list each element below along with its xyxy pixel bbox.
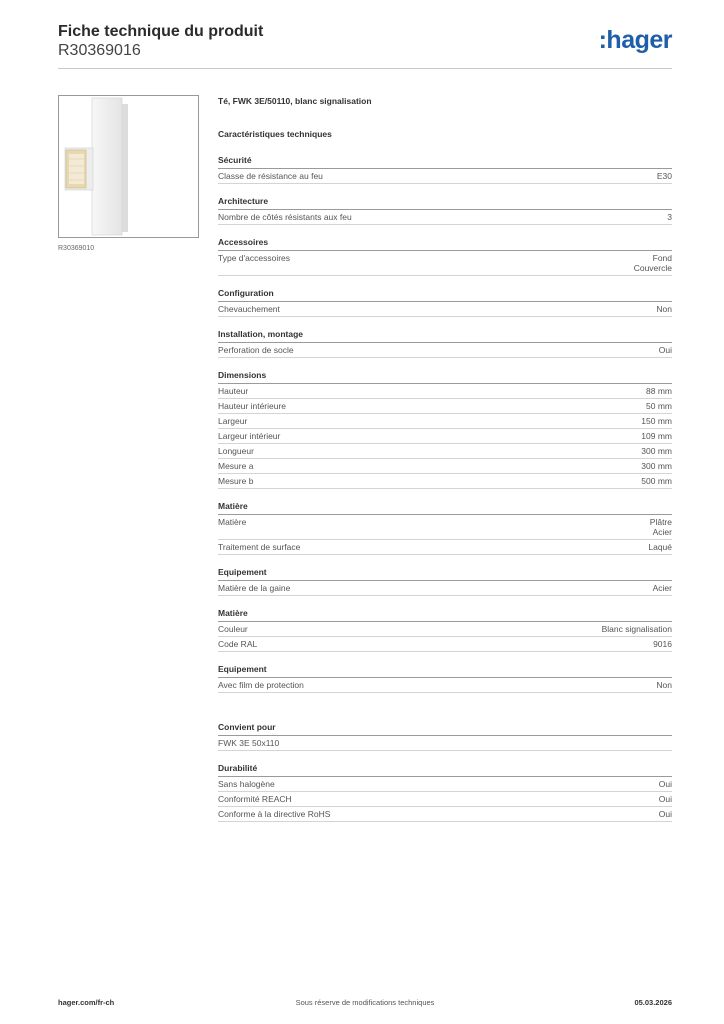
spec-row [218, 384, 672, 399]
spec-label: Largeur intérieur [218, 431, 281, 441]
spec-row [218, 302, 672, 317]
spec-row [218, 210, 672, 225]
spec-value-line: Acier [652, 583, 672, 593]
document-title: Fiche technique du produit [58, 23, 264, 40]
spec-row [218, 414, 672, 429]
spec-value-line: 109 mm [641, 431, 672, 441]
spec-section [218, 567, 672, 596]
spec-label: Conformité REACH [218, 794, 292, 804]
spec-value-line: Oui [658, 779, 672, 789]
spec-label: Sans halogène [218, 779, 275, 789]
spec-value-line: Oui [658, 345, 672, 355]
spec-label: Conforme à la directive RoHS [218, 809, 331, 819]
spec-label: Classe de résistance au feu [218, 171, 323, 181]
spec-section [218, 155, 672, 184]
spec-value-line: 300 mm [641, 461, 672, 471]
spec-value [653, 583, 672, 593]
spec-row [218, 777, 672, 792]
spec-label: Avec film de protection [218, 680, 304, 690]
spec-value [659, 345, 672, 355]
spec-label: Perforation de socle [218, 345, 294, 355]
spec-row [218, 459, 672, 474]
spec-value-line: 50 mm [646, 401, 672, 411]
spec-value [641, 446, 672, 456]
spec-value-line: Non [656, 680, 672, 690]
product-reference: R30369016 [58, 42, 141, 59]
image-caption: R30369010 [58, 245, 95, 252]
spec-value-line: Acier [652, 527, 672, 537]
spec-value-line: Blanc signalisation [601, 624, 672, 634]
spec-value [657, 171, 672, 181]
footer-website: hager.com/fr-ch [58, 998, 115, 1007]
spec-label: Matière [218, 517, 247, 527]
spec-row [218, 581, 672, 596]
spec-value [653, 639, 672, 649]
spec-value-line: 300 mm [641, 446, 672, 456]
spec-value [646, 386, 672, 396]
spec-section [218, 370, 672, 489]
spec-value [646, 401, 672, 411]
spec-value [634, 253, 672, 273]
spec-row [218, 807, 672, 822]
section-title: Dimensions [218, 370, 672, 384]
spec-section [218, 722, 672, 751]
page-header [58, 22, 672, 60]
spec-section [218, 237, 672, 276]
spec-row [218, 444, 672, 459]
spec-value [641, 431, 672, 441]
spec-row [218, 678, 672, 693]
spec-label: Traitement de surface [218, 542, 301, 552]
section-title: Installation, montage [218, 329, 672, 343]
spec-value-line: 3 [667, 212, 672, 222]
spec-label: Largeur [218, 416, 248, 426]
spec-value [641, 461, 672, 471]
spec-row [218, 251, 672, 276]
spec-value [641, 476, 672, 486]
spec-row [218, 343, 672, 358]
footer-date: 05.03.2026 [634, 998, 672, 1007]
product-description: Té, FWK 3E/50110, blanc signalisation [218, 96, 372, 106]
spec-section [218, 288, 672, 317]
spec-value [667, 212, 672, 222]
spec-label: Mesure b [218, 476, 254, 486]
spec-value-line: 500 mm [641, 476, 672, 486]
section-title: Sécurité [218, 155, 672, 169]
spec-value [659, 809, 672, 819]
spec-label: Hauteur [218, 386, 249, 396]
spec-value-line: Plâtre [649, 517, 672, 527]
spec-row [218, 637, 672, 652]
spec-value-line: Laqué [648, 542, 672, 552]
spec-row [218, 736, 672, 751]
spec-label: Longueur [218, 446, 254, 456]
section-title: Configuration [218, 288, 672, 302]
spec-value-line: 88 mm [646, 386, 672, 396]
tee-duct-illustration [59, 96, 198, 237]
header-divider [58, 68, 672, 69]
spec-label: Chevauchement [218, 304, 280, 314]
spec-value-line: Oui [658, 794, 672, 804]
specs-heading: Caractéristiques techniques [218, 129, 332, 139]
spec-label: Mesure a [218, 461, 254, 471]
spec-row [218, 515, 672, 540]
spec-row [218, 169, 672, 184]
spec-label: Nombre de côtés résistants aux feu [218, 212, 352, 222]
section-title: Accessoires [218, 237, 672, 251]
spec-label: FWK 3E 50x110 [218, 738, 280, 748]
spec-value [656, 680, 672, 690]
spec-section [218, 608, 672, 652]
section-title: Architecture [218, 196, 672, 210]
hager-logo: :hager [598, 26, 672, 54]
spec-value [659, 794, 672, 804]
spec-section [218, 763, 672, 822]
spec-value [650, 517, 672, 537]
spec-value [659, 779, 672, 789]
spec-row [218, 399, 672, 414]
spec-value-line: 150 mm [641, 416, 672, 426]
section-title: Matière [218, 608, 672, 622]
product-image [58, 95, 199, 238]
spec-sections [218, 155, 672, 822]
spec-section [218, 196, 672, 225]
spec-row [218, 429, 672, 444]
spec-label: Couleur [218, 624, 248, 634]
spec-value-line: 9016 [653, 639, 672, 649]
spec-section [218, 501, 672, 555]
spec-row [218, 792, 672, 807]
spec-row [218, 622, 672, 637]
spec-value-line: Couvercle [633, 263, 672, 273]
spec-value [602, 624, 672, 634]
section-title: Matière [218, 501, 672, 515]
section-title: Convient pour [218, 722, 672, 736]
spec-label: Hauteur intérieure [218, 401, 287, 411]
spec-value [648, 542, 672, 552]
spec-value [641, 416, 672, 426]
spec-value-line: E30 [656, 171, 672, 181]
footer-disclaimer: Sous réserve de modifications techniques [295, 998, 435, 1007]
spec-content [218, 96, 672, 822]
spec-value-line: Non [656, 304, 672, 314]
section-title: Durabilité [218, 763, 672, 777]
section-title: Equipement [218, 567, 672, 581]
spec-section [218, 664, 672, 693]
spec-row [218, 540, 672, 555]
section-title: Equipement [218, 664, 672, 678]
spec-row [218, 474, 672, 489]
spec-value-line: Oui [658, 809, 672, 819]
spec-value [656, 304, 672, 314]
spec-value-line: Fond [652, 253, 672, 263]
spec-label: Matière de la gaine [218, 583, 291, 593]
spec-label: Type d'accessoires [218, 253, 291, 263]
spec-label: Code RAL [218, 639, 258, 649]
spec-section [218, 329, 672, 358]
